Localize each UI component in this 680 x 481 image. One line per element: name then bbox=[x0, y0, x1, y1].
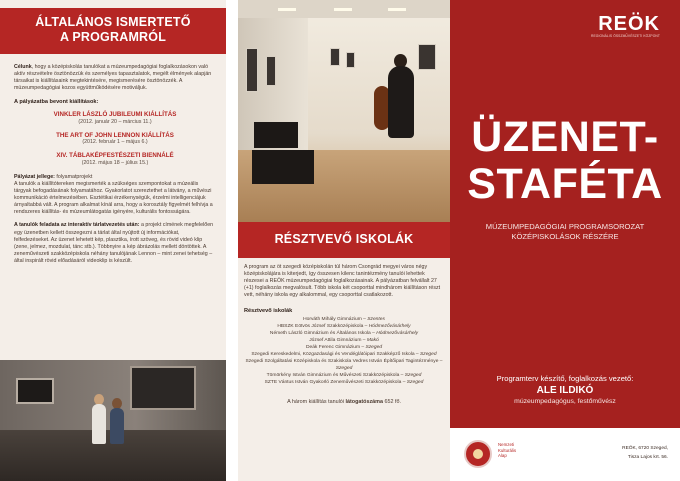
school-item: Deák Ferenc Gimnázium – Szeged bbox=[305, 345, 383, 351]
school-item: SZTE Vántus István Gyakorló Zeneművészeti Szakközépiskola – Szeged bbox=[264, 379, 424, 385]
exhibition-item bbox=[14, 111, 216, 126]
students-gallery-photo bbox=[0, 360, 226, 481]
participating-schools-heading: RÉSZTVEVŐ ISKOLÁK bbox=[238, 222, 450, 258]
intro-paragraph: Célunk, hogy a középiskolás tanulókat a múzeumpedagógiai foglalkozásokon való aktív részvételre ösztönözzük és személyes tapasztalatok, megélt élmények alapján társaikat is kiállításaink megtekintésére, megismerésére ösztönözzék. A múzeumpedagógiai kozos együttműködésére motiváljuk. bbox=[14, 64, 212, 92]
middle-panel bbox=[238, 0, 450, 481]
cover-footer bbox=[450, 428, 680, 481]
nka-logo-text: Nemzeti Kulturális Alap bbox=[498, 442, 517, 459]
exhibitions-heading: A pályázatba bevont kiállítások: bbox=[14, 99, 99, 106]
school-item: József Attila Gimnázium – Makó bbox=[309, 338, 379, 344]
cover-subtitle: MÚZEUMPEDAGÓGIAI PROGRAMSOROZAT KÖZÉPISKOLÁSOK RÉSZÉRE bbox=[485, 222, 645, 241]
exhibition-item bbox=[14, 132, 216, 147]
cover-panel bbox=[450, 0, 680, 481]
schools-list bbox=[244, 317, 444, 386]
overview-heading bbox=[0, 8, 226, 54]
reok-logo: REÖK REGIONÁLIS ÖSSZMŰVÉSZETI KÖZPONT bbox=[591, 13, 660, 38]
school-item: Németh László Gimnázium és Általános Iskola – Hódmezővásárhely bbox=[269, 331, 419, 337]
address: REÖK, 6720 Szeged, Tisza Lajos krt. 56. bbox=[622, 446, 668, 460]
program-intro-paragraph: A program az öt szegedi középiskolán túl három Csongrád megyei város négy középiskolájára is kiterjedt, így összesen kilenc tanintézmény tanulói lehettek részesei a REÖK múzeumpedagógiai foglalkozásainak. A pályázatban felvállalt 27 (+1) foglalkozás megvalósult. Több iskola két csoporttal mindhárom kiállításon részt vett, néhány iskola egy alkalommal, egy csoporttal csatlakozott. bbox=[244, 264, 441, 299]
task-paragraph: A tanulók feladata az interaktív tárlatvezetés után: a projekt címének megfelelően egy üzenetben kellett összegezni a tárlat által nyújtott új információkat, felfedezéseket. Az üzenet lehetett kép, plasztika, írott szöveg, és rövid videó klip (zene, jelmez, mozdulat, tánc stb.). Többnyire a kép ábrázolás mellett döntöttek. A zeneművészeti szakközépiskola néhány tanulójának Lennon – mint zenei tehetség – által inspirált rövid előadásáról videoklip is készült. bbox=[14, 222, 214, 264]
left-panel bbox=[0, 0, 226, 481]
exhibition-item bbox=[14, 152, 216, 167]
cover-title: ÜZENET- STAFÉTA bbox=[467, 113, 663, 208]
visitor-count: A három kiállítás tanulói látogatószáma 652 fő. bbox=[287, 398, 401, 405]
cellist-gallery-photo bbox=[238, 0, 450, 222]
school-item: Horváth Mihály Gimnázium – Szentes bbox=[303, 317, 385, 323]
exhibition-title: XIV. TÁBLAKÉPFESTÉSZETI BIENNÁLÉ bbox=[56, 152, 174, 160]
school-item: Szegedi Kereskedelmi, Közgazdasági és Vendéglátóipari Szakképző Iskola – Szeged bbox=[251, 352, 437, 357]
exhibition-date: (2012. május 18 – július 15.) bbox=[81, 159, 149, 166]
overview-heading-line1: ÁLTALÁNOS ISMERTETŐ bbox=[35, 15, 191, 29]
exhibition-date: (2012. február 1 – május 6.) bbox=[82, 139, 148, 146]
school-item: HBSZK Eötvös József Szakközépiskola – Hódmezővásárhely bbox=[277, 324, 411, 330]
exhibition-title: THE ART OF JOHN LENNON KIÁLLÍTÁS bbox=[56, 131, 174, 139]
nka-logo-icon bbox=[464, 440, 492, 468]
school-item: Szegedi Szolgáltatási Középiskola és Szakiskola Vedres István Építőipari Tagintézménye – Szeged bbox=[245, 358, 443, 371]
overview-heading-line2: A PROGRAMRÓL bbox=[59, 30, 167, 44]
exhibition-date: (2012. január 20 – március 11.) bbox=[78, 118, 152, 125]
schools-list-heading: Résztvevő iskolák bbox=[244, 308, 293, 315]
school-item: Tömörkény István Gimnázium és Művészeti Szakközépiskola – Szeged bbox=[266, 372, 422, 378]
program-credit: Programterv készítő, foglalkozás vezető: ALE ILDIKÓ múzeumpedagógus, festőművész bbox=[496, 374, 634, 405]
project-character-paragraph: Pályázat jellege: folyamatprojekt A tanulók a kiállítótereken megismerték a szükséges szempontokat a múzeális tárgyak befogadásának folyamatához. Gyakorlatot szereztethet a látvány, a művészi kommunikáció értelmezésében. Esztétikai érzékenységük, érzelmi intelligenciájuk árnyaltabbá vált. A program alkalmat kínál arra, hogy a korosztály figyelmét felhívja a rendszeres kiállítás- és múzeumlátogatás igényére, kulturális fontosságára. bbox=[14, 173, 213, 216]
exhibition-title: VINKLER LÁSZLÓ JUBILEUMI KIÁLLÍTÁS bbox=[53, 111, 177, 119]
